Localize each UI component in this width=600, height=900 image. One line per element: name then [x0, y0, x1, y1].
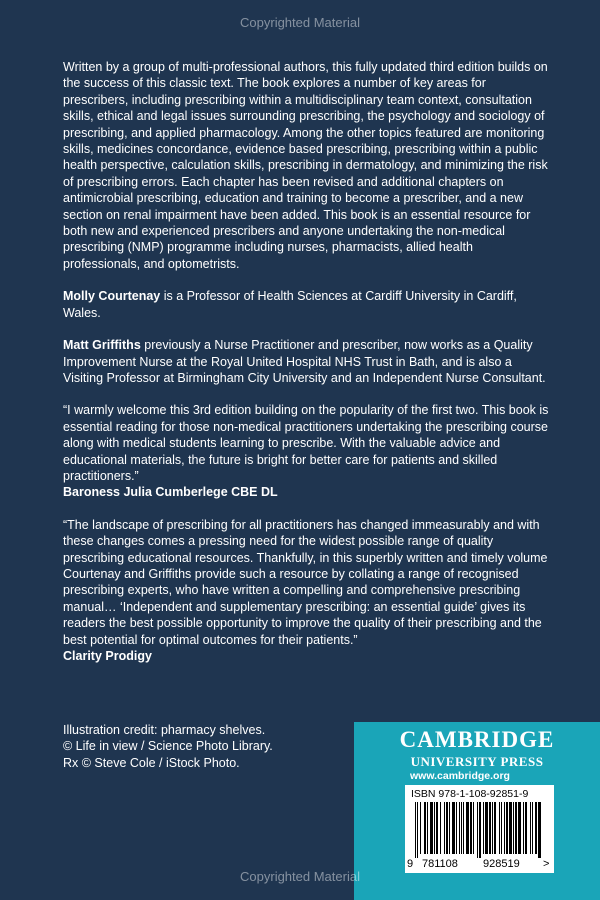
barcode-group-1: 781108 — [422, 858, 458, 870]
barcode-lead-digit: 9 — [407, 858, 414, 870]
author-bio-text: previously a Nurse Practitioner and prescriber, now works as a Quality Improvement Nurse at the Royal United Hospital NHS Trust in Bath, and is also a Visiting Professor at Birmingham City University and an Independent Nurse Consultant. — [63, 338, 546, 385]
publisher-url: www.cambridge.org — [410, 770, 510, 782]
publisher-logo-subtitle: UNIVERSITY PRESS — [410, 754, 544, 769]
author-name: Molly Courtenay — [63, 289, 161, 304]
barcode-arrow: > — [543, 858, 550, 870]
author-bio-text: is a Professor of Health Sciences at Cardiff University in Cardiff, Wales. — [63, 289, 517, 320]
credit-line: Rx © Steve Cole / iStock Photo. — [63, 755, 240, 770]
author-bio-courtenay — [63, 288, 553, 321]
endorsement-quote: “I warmly welcome this 3rd edition building on the popularity of the first two. This book is essential reading for those non-medical practitioners undertaking the prescribing course along with medical students learning to prescribe. With the valuable advice and educational materials, the future is bright for better care for patients and skilled practitioners.” — [63, 403, 549, 483]
barcode-bars-icon — [415, 802, 544, 858]
credit-line: © Life in view / Science Photo Library. — [63, 739, 273, 754]
book-description: Written by a group of multi-professional authors, this fully updated third edition builds on the success of this classic text. The book explores a number of key areas for prescribers, including prescribing within a multidisciplinary team context, consultation skills, ethical and legal issues surrounding prescribing, the psychology and sociology of prescribing, and applied pharmacology. Among the other topics featured are monitoring skills, medicines concordance, evidence based prescribing, prescribing within a public health perspective, calculation skills, prescribing in dermatology, and minimizing the risk of prescribing errors. Each chapter has been revised and additional chapters on antimicrobial prescribing, education and training to become a prescriber, and a new section on renal impairment have been added. This book is an essential resource for both new and experienced prescribers and anyone undertaking the non-medical prescribing (NMP) programme including nurses, pharmacists, allied health professionals, and optometrists. — [63, 60, 548, 271]
watermark-top: Copyrighted Material — [240, 15, 360, 30]
credit-line: Illustration credit: pharmacy shelves. — [63, 723, 266, 737]
endorsement-quote: “The landscape of prescribing for all practitioners has changed immeasurably and with these changes comes a pressing need for the widest possible range of quality prescribing educational resources. Thankfully, in this superbly written and timely volume Courtenay and Griffiths provide such a resource by collating a range of recognised prescribing experts, who have written a compelling and comprehensive prescribing manual… ‘Independent and supplementary prescribing: an essential guide’ gives its readers the best possible opportunity to improve the quality of their prescribing and the best potential for optimal outcomes for their patients.” — [63, 517, 548, 647]
back-cover-text — [63, 59, 553, 680]
endorsement-attribution: Clarity Prodigy — [63, 649, 152, 663]
endorsement-attribution: Baroness Julia Cumberlege CBE DL — [63, 485, 278, 500]
barcode-group-2: 928519 — [483, 858, 520, 870]
barcode — [405, 785, 554, 873]
illustration-credits — [63, 722, 353, 771]
isbn-label: ISBN 978-1-108-92851-9 — [411, 788, 529, 800]
author-bio-griffiths — [63, 337, 553, 386]
watermark-bottom: Copyrighted Material — [240, 869, 360, 884]
author-name: Matt Griffiths — [63, 338, 141, 353]
publisher-logo-name: CAMBRIDGE — [399, 727, 555, 752]
